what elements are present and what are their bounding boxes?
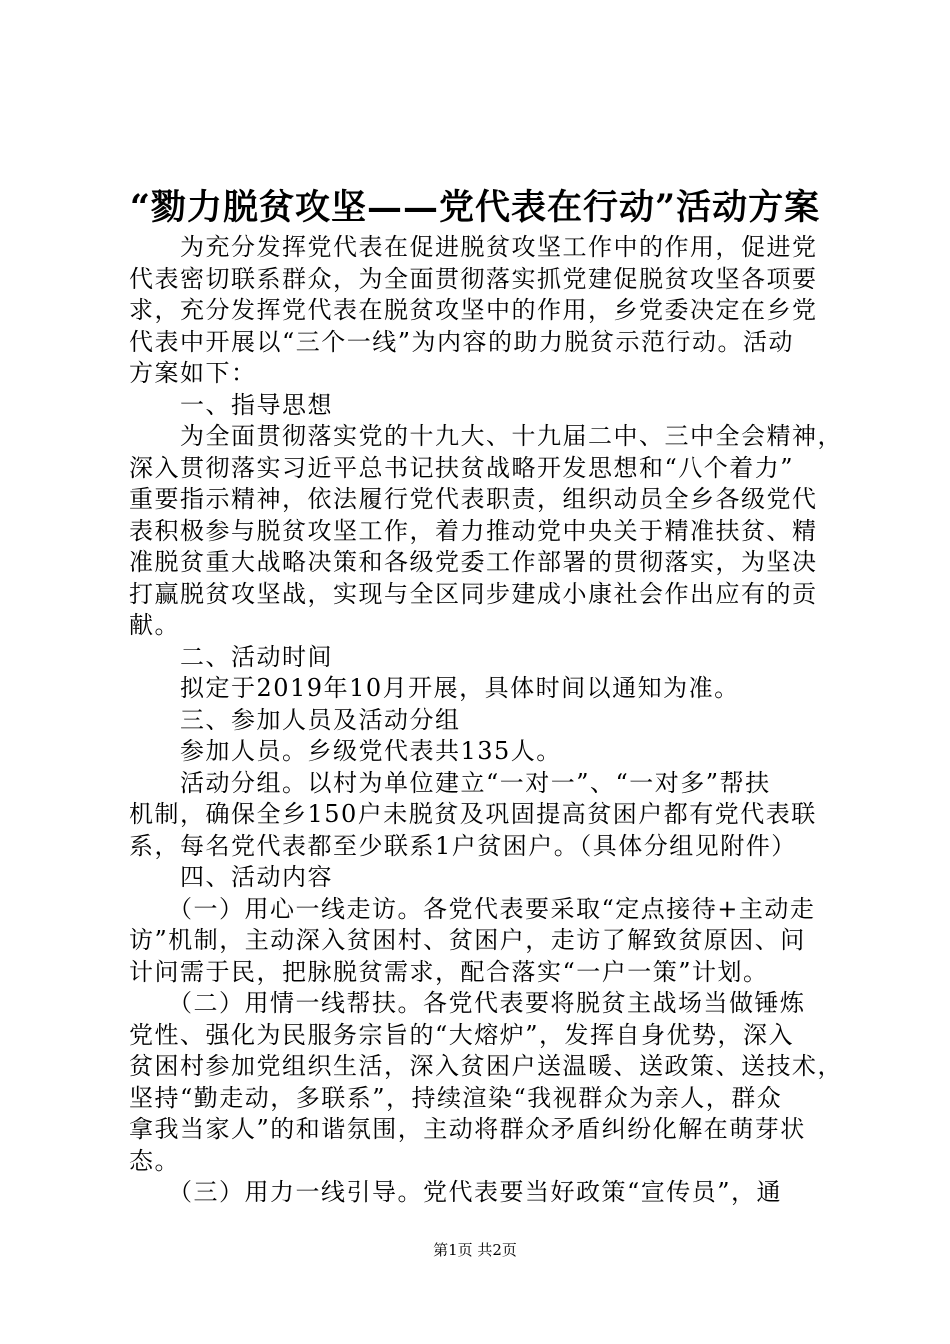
body-line: 系，每名党代表都至少联系1户贫困户。（具体分组见附件） [129, 831, 797, 860]
section-heading: 二、活动时间 [129, 642, 333, 671]
body-line: 打赢脱贫攻坚战，实现与全区同步建成小康社会作出应有的贡 [129, 579, 818, 608]
body-line: 表积极参与脱贫攻坚工作，着力推动党中央关于精准扶贫、精 [129, 516, 818, 545]
body-line: 求，充分发挥党代表在脱贫攻坚中的作用，乡党委决定在乡党 [129, 296, 818, 324]
body-line: 机制，确保全乡150户未脱贫及巩固提高贫困户都有党代表联 [129, 800, 817, 828]
body-line: 计问需于民，把脉脱贫需求，配合落实“一户一策”计划。 [129, 957, 769, 986]
body-line: 重要指示精神，依法履行党代表职责，组织动员全乡各级党代 [129, 485, 818, 513]
body-line: 准脱贫重大战略决策和各级党委工作部署的贯彻落实，为坚决 [129, 548, 818, 576]
body-line: 代表密切联系群众，为全面贯彻落实抓党建促脱贫攻坚各项要 [129, 264, 818, 293]
body-line: 为充分发挥党代表在促进脱贫攻坚工作中的作用，促进党 [129, 233, 818, 261]
body-line: 拟定于2019年10月开展，具体时间以通知为准。 [129, 674, 740, 702]
body-line: 献。 [129, 611, 180, 639]
body-line: 方案如下： [129, 359, 257, 387]
body-line: （三）用力一线引导。党代表要当好政策“宣传员”，通 [129, 1178, 783, 1206]
body-line: 为全面贯彻落实党的十九大、十九届二中、三中全会精神， [129, 422, 843, 450]
body-line: 态。 [129, 1146, 180, 1175]
page-number-footer: 第1页 共2页 [433, 1241, 517, 1259]
body-line: 活动分组。以村为单位建立“一对一”、“一对多”帮扶 [129, 768, 771, 797]
body-line: 党性、强化为民服务宗旨的“大熔炉”，发挥自身优势，深入 [129, 1020, 795, 1049]
section-heading: 三、参加人员及活动分组 [129, 705, 461, 734]
body-line: 贫困村参加党组织生活，深入贫困户送温暖、送政策、送技术， [129, 1052, 843, 1080]
body-line: 参加人员。乡级党代表共135人。 [129, 737, 562, 765]
section-heading: 一、指导思想 [129, 390, 333, 419]
body-line: 深入贯彻落实习近平总书记扶贫战略开发思想和“八个着力” [129, 453, 795, 482]
body-line: 坚持“勤走动，多联系”，持续渲染“我视群众为亲人，群众 [129, 1083, 783, 1112]
body-line: 访”机制，主动深入贫困村、贫困户，走访了解致贫原因、问 [129, 926, 806, 954]
section-heading: 四、活动内容 [129, 863, 333, 891]
document-title: “勠力脱贫攻坚——党代表在行动”活动方案 [129, 187, 821, 228]
body-line: 拿我当家人”的和谐氛围，主动将群众矛盾纠纷化解在萌芽状 [129, 1115, 806, 1143]
body-line: （二）用情一线帮扶。各党代表要将脱贫主战场当做锤炼 [129, 989, 806, 1017]
body-line: 代表中开展以“三个一线”为内容的助力脱贫示范行动。活动 [129, 327, 795, 356]
body-line: （一）用心一线走访。各党代表要采取“定点接待+主动走 [129, 894, 816, 923]
document-body [129, 232, 843, 1209]
